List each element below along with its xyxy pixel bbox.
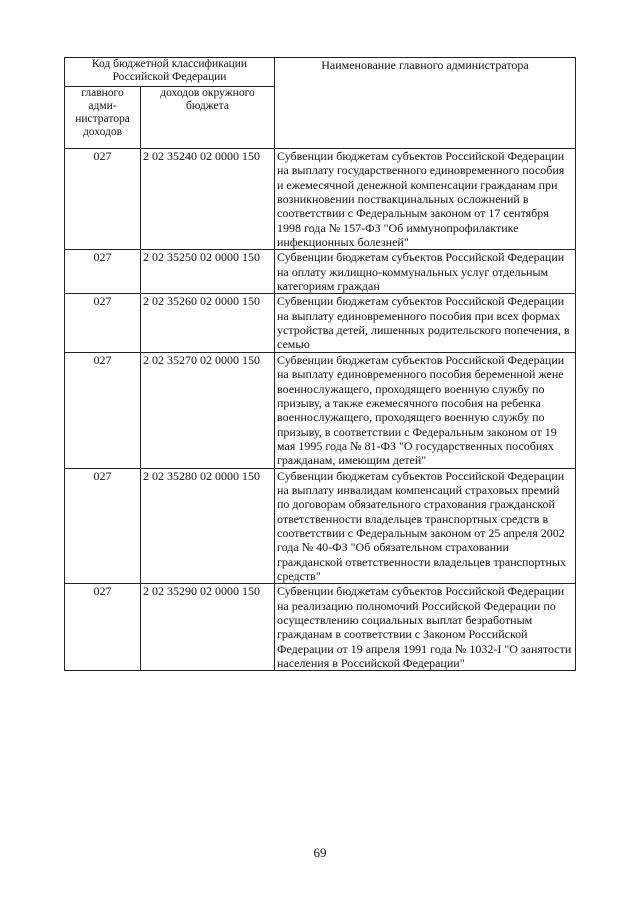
table-header-row: [65, 58, 576, 87]
income-code-cell: 2 02 35260 02 0000 150: [141, 294, 275, 352]
table-row: [65, 352, 576, 468]
admin-code-cell: 027: [65, 250, 141, 294]
admin-name-cell: Субвенции бюджетам субъектов Российской Федерации на выплату единовременного пособия при всех формах устройства детей, лишенных родительского попечения, в семью: [275, 294, 576, 352]
header-admin-name: Наименование главного администратора: [275, 58, 576, 149]
header-income-code: доходов окружного бюджета: [141, 87, 275, 149]
table-row: [65, 294, 576, 352]
table-row: [65, 468, 576, 584]
admin-code-cell: 027: [65, 294, 141, 352]
table-row: [65, 250, 576, 294]
table-row: [65, 584, 576, 671]
admin-code-cell: 027: [65, 149, 141, 250]
admin-name-cell: Субвенции бюджетам субъектов Российской Федерации на реализацию полномочий Российской Федерации по осуществлению социальных выплат безработным гражданам в соответствии с Законом Российской Федерации от 19 апреля 1991 года № 1032-I "О занятости населения в Российской Федерации": [275, 584, 576, 671]
admin-code-cell: 027: [65, 584, 141, 671]
header-code-group: Код бюджетной классификации Российской Федерации: [65, 58, 275, 87]
admin-name-cell: Субвенции бюджетам субъектов Российской Федерации на выплату единовременного пособия беременной жене военнослужащего, проходящего военную службу по призыву, а также ежемесячного пособия на ребенка военнослужащего, проходящего военную службу по призыву, в соответствии с Федеральным законом от 19 мая 1995 года № 81-ФЗ "О государственных пособиях гражданам, имеющим детей": [275, 352, 576, 468]
admin-code-cell: 027: [65, 352, 141, 468]
admin-name-cell: Субвенции бюджетам субъектов Российской Федерации на оплату жилищно-коммунальных услуг отдельным категориям граждан: [275, 250, 576, 294]
page-number: 69: [313, 845, 327, 860]
table-row: [65, 149, 576, 250]
income-code-cell: 2 02 35240 02 0000 150: [141, 149, 275, 250]
income-code-cell: 2 02 35290 02 0000 150: [141, 584, 275, 671]
income-code-cell: 2 02 35280 02 0000 150: [141, 468, 275, 584]
admin-name-cell: Субвенции бюджетам субъектов Российской Федерации на выплату государственного единовременного пособия и ежемесячной денежной компенсации гражданам при возникновении поствакцинальных осложнений в соответствии с Федеральным законом от 17 сентября 1998 года № 157-ФЗ "Об иммунопрофилактике инфекционных болезней": [275, 149, 576, 250]
admin-code-cell: 027: [65, 468, 141, 584]
income-code-cell: 2 02 35270 02 0000 150: [141, 352, 275, 468]
header-admin-code: главного адми-нистратора доходов: [65, 87, 141, 149]
income-code-cell: 2 02 35250 02 0000 150: [141, 250, 275, 294]
admin-name-cell: Субвенции бюджетам субъектов Российской Федерации на выплату инвалидам компенсаций страховых премий по договорам обязательного страхования гражданской ответственности владельцев транспортных средств в соответствии с Федеральным законом от 25 апреля 2002 года № 40-ФЗ "Об обязательном страховании гражданской ответственности владельцев транспортных средств": [275, 468, 576, 584]
budget-classification-table: [64, 57, 576, 671]
